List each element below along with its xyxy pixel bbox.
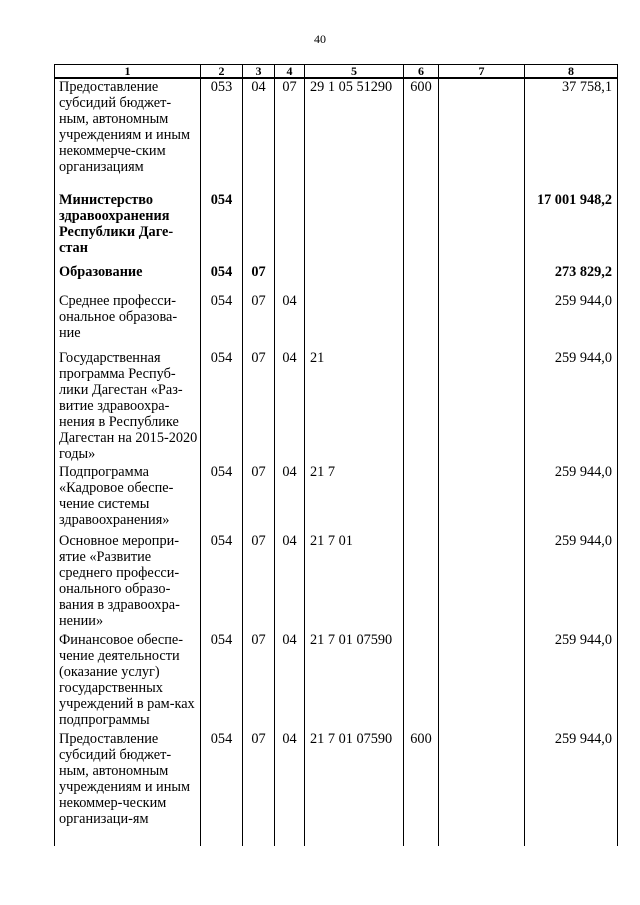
row-ved: 054 (201, 192, 243, 264)
row-rz: 07 (243, 731, 275, 846)
row-col7 (439, 464, 525, 533)
header-col-7: 7 (439, 65, 525, 79)
row-vr: 600 (404, 731, 439, 846)
row-csr (305, 192, 404, 264)
row-sum: 17 001 948,2 (525, 192, 618, 264)
header-col-1: 1 (55, 65, 201, 79)
row-ved: 054 (201, 632, 243, 731)
row-pr: 04 (275, 293, 305, 350)
row-ved: 054 (201, 731, 243, 846)
row-rz: 07 (243, 533, 275, 632)
row-vr (404, 464, 439, 533)
table-row (55, 533, 618, 632)
row-name: Предоставление субсидий бюджет-ным, автономным учреждениям и иным некоммерче-ским организациям (55, 78, 201, 192)
row-csr: 21 7 01 07590 (305, 632, 404, 731)
header-row (55, 65, 618, 79)
budget-table (54, 64, 618, 846)
row-col7 (439, 192, 525, 264)
row-name: Образование (55, 264, 201, 293)
row-col7 (439, 78, 525, 192)
row-sum: 37 758,1 (525, 78, 618, 192)
row-sum: 259 944,0 (525, 632, 618, 731)
header-col-8: 8 (525, 65, 618, 79)
row-ved: 053 (201, 78, 243, 192)
row-rz: 07 (243, 350, 275, 464)
table-row (55, 293, 618, 350)
row-pr (275, 192, 305, 264)
row-name: Предоставление субсидий бюджет-ным, автономным учреждениям и иным некоммер-ческим организаци-ям (55, 731, 201, 846)
row-ved: 054 (201, 293, 243, 350)
table-row (55, 350, 618, 464)
row-vr: 600 (404, 78, 439, 192)
table-row (55, 632, 618, 731)
row-col7 (439, 632, 525, 731)
row-name: Подпрограмма «Кадровое обеспе-чение системы здравоохранения» (55, 464, 201, 533)
row-csr: 21 7 01 07590 (305, 731, 404, 846)
row-csr: 21 7 01 (305, 533, 404, 632)
row-vr (404, 533, 439, 632)
row-rz: 04 (243, 78, 275, 192)
row-ved: 054 (201, 264, 243, 293)
row-pr: 04 (275, 731, 305, 846)
row-col7 (439, 533, 525, 632)
row-rz: 07 (243, 264, 275, 293)
header-col-2: 2 (201, 65, 243, 79)
header-col-6: 6 (404, 65, 439, 79)
table-row (55, 78, 618, 192)
row-rz: 07 (243, 464, 275, 533)
row-csr: 29 1 05 51290 (305, 78, 404, 192)
row-csr (305, 293, 404, 350)
row-sum: 259 944,0 (525, 293, 618, 350)
row-pr: 04 (275, 350, 305, 464)
row-pr: 07 (275, 78, 305, 192)
row-rz: 07 (243, 632, 275, 731)
row-vr (404, 293, 439, 350)
header-col-3: 3 (243, 65, 275, 79)
row-sum: 273 829,2 (525, 264, 618, 293)
table-row (55, 192, 618, 264)
table-row (55, 264, 618, 293)
row-pr: 04 (275, 533, 305, 632)
row-rz: 07 (243, 293, 275, 350)
row-sum: 259 944,0 (525, 731, 618, 846)
row-vr (404, 632, 439, 731)
row-pr: 04 (275, 632, 305, 731)
row-csr: 21 7 (305, 464, 404, 533)
row-vr (404, 350, 439, 464)
row-name: Государственная программа Респуб-лики Дагестан «Раз-витие здравоохра-нения в Республике Дагестан на 2015-2020 годы» (55, 350, 201, 464)
table-row (55, 731, 618, 846)
row-col7 (439, 731, 525, 846)
row-csr (305, 264, 404, 293)
row-col7 (439, 264, 525, 293)
row-name: Основное меропри-ятие «Развитие среднего професси-онального образо-вания в здравоохра-нении» (55, 533, 201, 632)
header-col-5: 5 (305, 65, 404, 79)
row-ved: 054 (201, 350, 243, 464)
page-number: 40 (314, 32, 326, 46)
row-ved: 054 (201, 464, 243, 533)
row-col7 (439, 350, 525, 464)
row-vr (404, 192, 439, 264)
table-row (55, 464, 618, 533)
row-sum: 259 944,0 (525, 464, 618, 533)
row-pr (275, 264, 305, 293)
row-pr: 04 (275, 464, 305, 533)
row-ved: 054 (201, 533, 243, 632)
row-vr (404, 264, 439, 293)
row-sum: 259 944,0 (525, 350, 618, 464)
row-rz (243, 192, 275, 264)
row-name: Среднее професси-ональное образова-ние (55, 293, 201, 350)
row-col7 (439, 293, 525, 350)
row-name: Министерство здравоохранения Республики Даге-стан (55, 192, 201, 264)
header-col-4: 4 (275, 65, 305, 79)
row-csr: 21 (305, 350, 404, 464)
row-name: Финансовое обеспе-чение деятельности (оказание услуг) государственных учреждений в рам-ках подпрограммы (55, 632, 201, 731)
row-sum: 259 944,0 (525, 533, 618, 632)
